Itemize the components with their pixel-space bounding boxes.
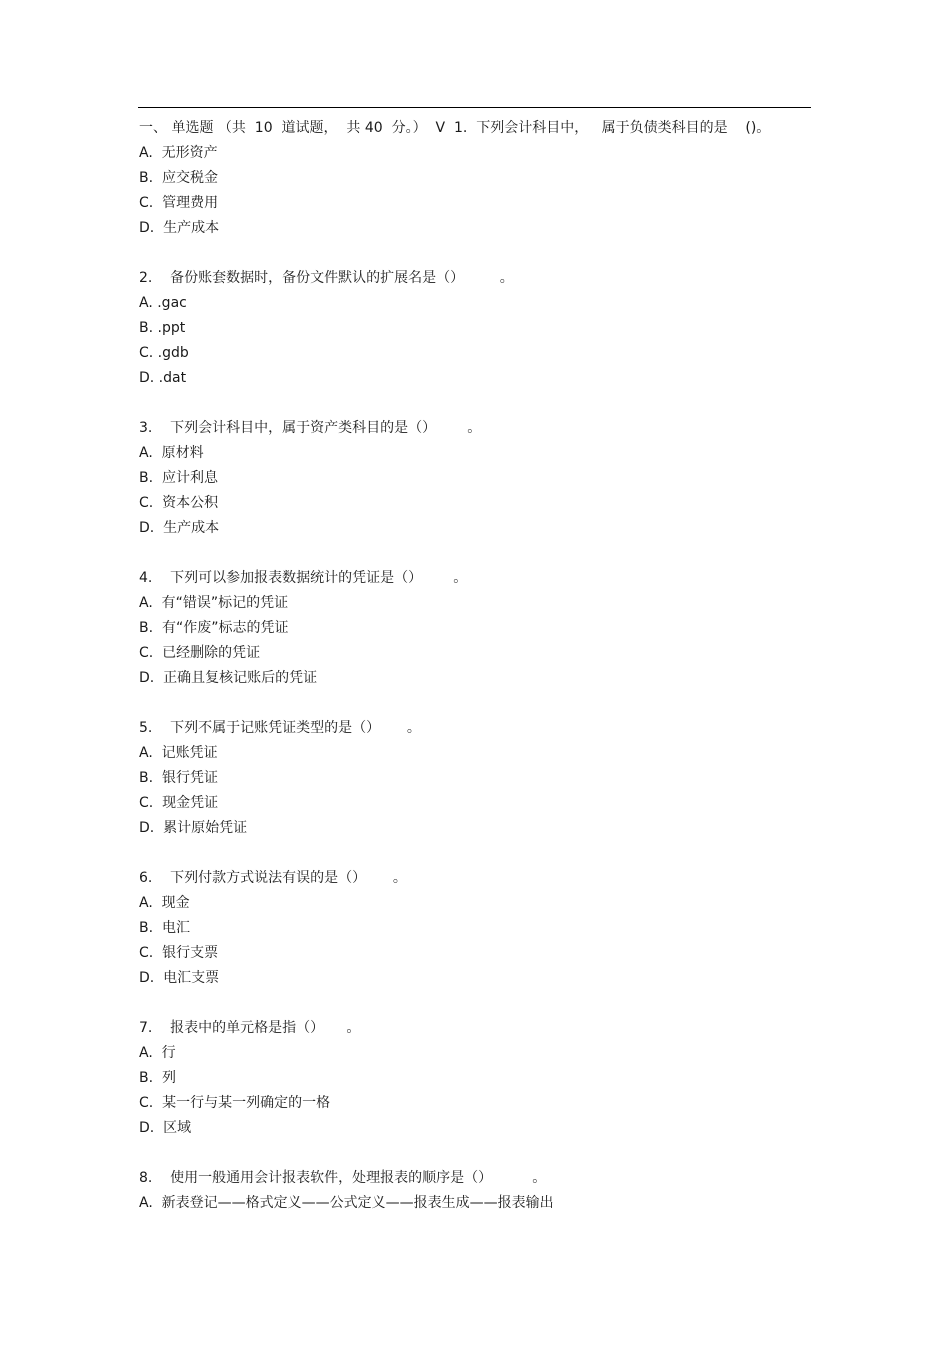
option-d: D. 生产成本 xyxy=(139,220,220,236)
question-stem: 3. 下列会计科目中，属于资产类科目的是（） 。 xyxy=(139,420,482,436)
option-d: D. 生产成本 xyxy=(139,520,220,536)
question-5 xyxy=(139,716,819,841)
question-3 xyxy=(139,416,819,541)
question-list xyxy=(139,116,819,1216)
question-stem: 2. 备份账套数据时，备份文件默认的扩展名是（） 。 xyxy=(139,270,514,286)
option-c: C. 银行支票 xyxy=(139,945,219,961)
question-stem: 4. 下列可以参加报表数据统计的凭证是（） 。 xyxy=(139,570,468,586)
option-a: A. 有“错误”标记的凭证 xyxy=(139,595,289,611)
option-a: A. 现金 xyxy=(139,895,190,911)
question-stem: 5. 下列不属于记账凭证类型的是（） 。 xyxy=(139,720,421,736)
option-c: C. 已经删除的凭证 xyxy=(139,645,261,661)
question-1 xyxy=(139,116,819,241)
option-d: D. 电汇支票 xyxy=(139,970,220,986)
option-c: C. 某一行与某一列确定的一格 xyxy=(139,1095,331,1111)
top-rule xyxy=(138,107,811,108)
option-c: C. 管理费用 xyxy=(139,195,219,211)
question-stem: 8. 使用一般通用会计报表软件，处理报表的顺序是（） 。 xyxy=(139,1170,547,1186)
option-a: A. 无形资产 xyxy=(139,145,218,161)
option-a: A. 行 xyxy=(139,1045,176,1061)
option-a: A. 记账凭证 xyxy=(139,745,218,761)
option-d: D. 区域 xyxy=(139,1120,192,1136)
option-b: B. 列 xyxy=(139,1070,176,1086)
question-7 xyxy=(139,1016,819,1141)
question-2 xyxy=(139,266,819,391)
option-c: C. 现金凭证 xyxy=(139,795,219,811)
question-8 xyxy=(139,1166,819,1216)
option-b: B. 应交税金 xyxy=(139,170,218,186)
question-6 xyxy=(139,866,819,991)
option-c: C. 资本公积 xyxy=(139,495,219,511)
question-stem: 7. 报表中的单元格是指（） 。 xyxy=(139,1020,361,1036)
question-4 xyxy=(139,566,819,691)
option-d: D. 正确且复核记账后的凭证 xyxy=(139,670,318,686)
option-b: B. .ppt xyxy=(139,320,186,336)
option-b: B. 电汇 xyxy=(139,920,190,936)
option-d: D. 累计原始凭证 xyxy=(139,820,248,836)
option-c: C. .gdb xyxy=(139,345,189,361)
option-b: B. 有“作废”标志的凭证 xyxy=(139,620,289,636)
option-b: B. 应计利息 xyxy=(139,470,218,486)
option-a: A. 新表登记——格式定义——公式定义——报表生成——报表输出 xyxy=(139,1195,554,1211)
option-a: A. .gac xyxy=(139,295,187,311)
option-d: D. .dat xyxy=(139,370,187,386)
question-stem: 6. 下列付款方式说法有误的是（） 。 xyxy=(139,870,407,886)
option-a: A. 原材料 xyxy=(139,445,204,461)
question-stem: 一、 单选题 （共 10 道试题， 共 40 分。） V 1. 下列会计科目中， 属于负债类科目的是 ()。 xyxy=(139,120,771,136)
option-b: B. 银行凭证 xyxy=(139,770,218,786)
